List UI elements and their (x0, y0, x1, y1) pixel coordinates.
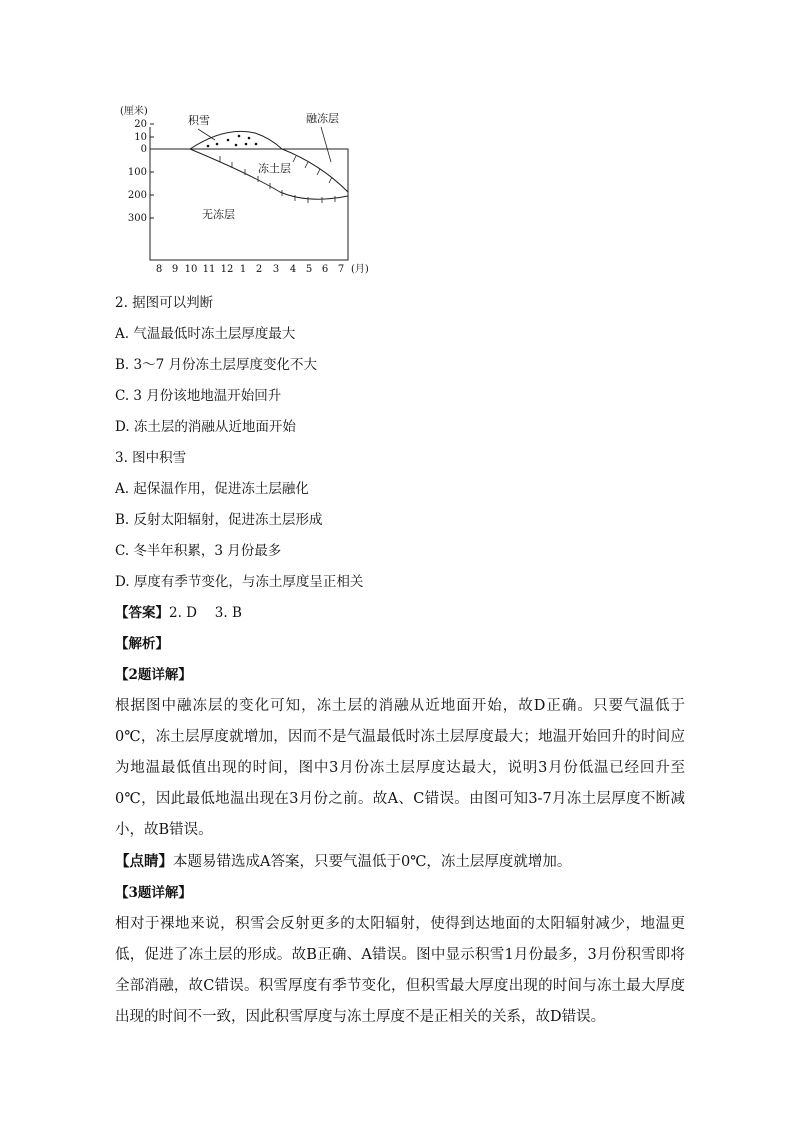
q3-option-d: D. 厚度有季节变化，与冻土厚度呈正相关 (115, 574, 364, 590)
q2-option-a: A. 气温最低时冻土层厚度最大 (115, 326, 296, 342)
q3-stem: 3. 图中积雪 (115, 450, 187, 466)
analysis-label: 【解析】 (115, 636, 169, 652)
thaw-label: 融冻层 (306, 112, 339, 125)
x-tick: 7 (337, 264, 345, 275)
thaw-pointer (321, 127, 331, 162)
tip-text: 本题易错选成A答案，只要气温低于0℃，冻土层厚度就增加。 (173, 854, 572, 870)
x-tick: 10 (184, 264, 198, 275)
question-content (115, 288, 685, 1033)
answer-line (115, 598, 685, 629)
unfrozen-label: 无冻层 (202, 208, 235, 221)
x-tick: 9 (171, 264, 179, 275)
snow-pointer (198, 129, 215, 140)
answer-text: 2. D 3. B (169, 605, 242, 621)
x-tick: 11 (202, 264, 216, 275)
q3-option-a: A. 起保温作用，促进冻土层融化 (115, 481, 309, 497)
q2-option-d: D. 冻土层的消融从近地面开始 (115, 419, 296, 435)
ground-frame (150, 149, 348, 260)
q3-option-b: B. 反射太阳辐射，促进冻土层形成 (115, 512, 323, 528)
x-unit-label: (月) (351, 264, 369, 275)
y-tick: 0 (140, 144, 147, 155)
frozen-soil-diagram (110, 100, 400, 278)
x-tick: 6 (321, 264, 329, 275)
y-tick: 20 (134, 119, 147, 130)
x-tick: 2 (255, 264, 263, 275)
x-tick: 1 (239, 264, 247, 275)
x-tick: 4 (289, 264, 297, 275)
tip-label: 【点睛】 (115, 853, 173, 870)
snow-layer (190, 131, 282, 149)
x-tick: 3 (272, 264, 280, 275)
q2-stem: 2. 据图可以判断 (115, 295, 214, 311)
frozen-label: 冻土层 (258, 162, 291, 175)
y-tick: 200 (127, 190, 147, 201)
x-tick: 12 (220, 264, 234, 275)
q2-detail-label: 【2题详解】 (115, 667, 192, 683)
tip-line (115, 846, 685, 878)
x-tick: 8 (155, 264, 163, 275)
q3-option-c: C. 冬半年积累，3 月份最多 (115, 543, 282, 559)
q2-option-b: B. 3～7 月份冻土层厚度变化不大 (115, 357, 317, 373)
y-tick: 300 (127, 213, 147, 224)
x-tick: 5 (305, 264, 313, 275)
thaw-layer-boundary (282, 149, 348, 192)
y-unit-label: (厘米) (120, 106, 148, 117)
q2-option-c: C. 3 月份该地地温开始回升 (115, 388, 282, 404)
q2-detail-text: 根据图中融冻层的变化可知，冻土层的消融从近地面开始，故D正确。只要气温低于0℃，冻土层厚度就增加，因而不是气温最低时冻土层厚度最大；地温开始回升的时间应为地温最低值出现的时间，图中3月份冻土层厚度达最大，说明3月份低温已经回升至0℃，因此最低地温出现在3月份之前。故A、C错误。由图可知3-7月冻土层厚度不断减小，故B错误。 (115, 698, 685, 838)
answer-label: 【答案】 (115, 605, 169, 621)
q3-detail-label: 【3题详解】 (115, 885, 192, 901)
y-tick: 10 (134, 132, 147, 143)
q3-detail-text: 相对于裸地来说，积雪会反射更多的太阳辐射，使得到达地面的太阳辐射减少，地温更低，促进了冻土层的形成。故B正确、A错误。图中显示积雪1月份最多，3月份积雪即将全部消融，故C错误。积雪厚度有季节变化，但积雪最大厚度出现的时间与冻土最大厚度出现的时间不一致，因此积雪厚度与冻土厚度不是正相关的关系，故D错误。 (115, 916, 685, 1025)
snow-label: 积雪 (188, 114, 210, 127)
y-tick: 100 (127, 167, 147, 178)
